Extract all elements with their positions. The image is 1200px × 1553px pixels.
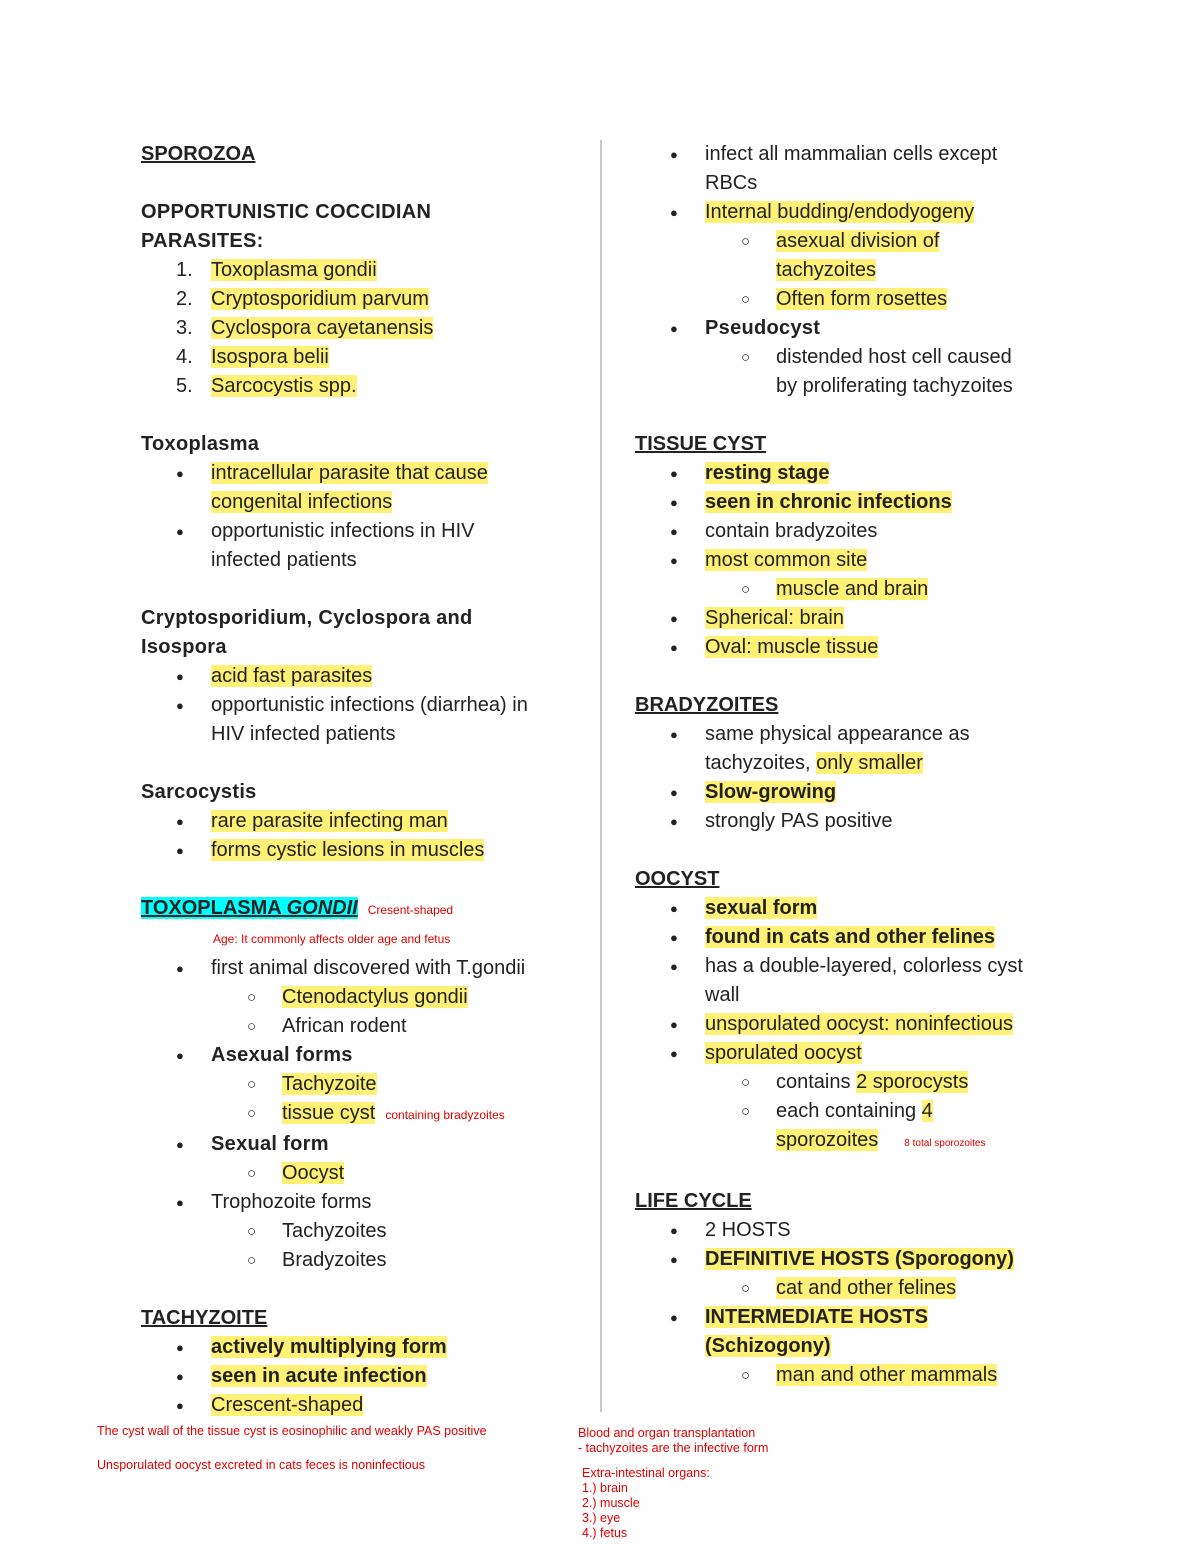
list-item: ● unsporulated oocyst: noninfectious (635, 1010, 1075, 1039)
bradyzoites-heading: BRADYZOITES (635, 694, 779, 716)
life-cycle-heading: LIFE CYCLE (635, 1190, 752, 1212)
list-item: ● Pseudocyst (635, 314, 1075, 343)
bradyzoites-list (635, 720, 1075, 836)
list-item: ● Slow-growing (635, 778, 1075, 807)
opportunistic-heading: OPPORTUNISTIC COCCIDIAN PARASITES: (141, 201, 432, 252)
list-item: ● sporulated oocyst (635, 1039, 1075, 1068)
list-item: 4.) fetus (582, 1526, 628, 1540)
list-item: ● 2 HOSTS (635, 1216, 1075, 1245)
list-item: ● seen in chronic infections (635, 488, 1075, 517)
list-item: ● seen in acute infection (141, 1362, 581, 1391)
opportunistic-list (141, 256, 581, 401)
list-item: 5. Sarcocystis spp. (176, 375, 357, 397)
list-item: 4. Isospora belii (176, 346, 329, 368)
list-item: ● Sexual form (141, 1130, 581, 1159)
tg-heading-text: TOXOPLASMA GONDII (141, 897, 358, 919)
list-subitem: ○ each containing 4 sporozoites 8 total sporozoites (635, 1097, 1075, 1158)
list-item: ● intracellular parasite that cause congenital infections (141, 459, 581, 517)
list-subitem: ○ Tachyzoites (141, 1217, 581, 1246)
right-column (635, 140, 1075, 1390)
list-item: ● infect all mammalian cells except RBCs (635, 140, 1075, 198)
column-divider (600, 140, 602, 1412)
toxoplasma-gondii-heading (141, 894, 581, 925)
list-item: ● actively multiplying form (141, 1333, 581, 1362)
list-subitem: ○ contains 2 sporocysts (635, 1068, 1075, 1097)
age-note: Age: It commonly affects older age and fetus (213, 932, 451, 946)
list-item: 2.) muscle (582, 1496, 640, 1510)
toxoplasma-heading: Toxoplasma (141, 433, 260, 455)
oocyst-list (635, 894, 1075, 1158)
list-item: ● sexual form (635, 894, 1075, 923)
list-subitem: ○ asexual division of tachyzoites (635, 227, 1075, 285)
list-item: ● INTERMEDIATE HOSTS (Schizogony) (635, 1303, 1075, 1361)
list-item: 1.) brain (582, 1481, 628, 1495)
list-item: ● Internal budding/endodyogeny (635, 198, 1075, 227)
footnote-unsporulated: Unsporulated oocyst excreted in cats feces is noninfectious (97, 1458, 425, 1472)
list-item: ● same physical appearance as tachyzoites, only smaller (635, 720, 1075, 778)
list-subitem: ○ tissue cyst containing bradyzoites (141, 1099, 581, 1130)
list-subitem: ○ Often form rosettes (635, 285, 1075, 314)
list-item: ● first animal discovered with T.gondii (141, 954, 581, 983)
list-item: ● Crescent-shaped (141, 1391, 581, 1420)
handwritten-note: 8 total sporozoites (904, 1138, 986, 1149)
list-subitem: ○ Bradyzoites (141, 1246, 581, 1275)
list-item: ● strongly PAS positive (635, 807, 1075, 836)
list-subitem: ○ muscle and brain (635, 575, 1075, 604)
list-item: 2. Cryptosporidium parvum (176, 288, 429, 310)
list-item: ● Trophozoite forms (141, 1188, 581, 1217)
list-item: ● has a double-layered, colorless cyst wall (635, 952, 1075, 1010)
list-subitem: ○ distended host cell caused by proliferating tachyzoites (635, 343, 1075, 401)
left-column (141, 140, 581, 1420)
crypto-list (141, 662, 581, 749)
list-item: 3. Cyclospora cayetanensis (176, 317, 434, 339)
footnote-extra-intestinal: Extra-intestinal organs: 1.) brain 2.) muscle 3.) eye 4.) fetus (582, 1466, 710, 1540)
footnote-cyst-wall: The cyst wall of the tissue cyst is eosinophilic and weakly PAS positive (97, 1424, 487, 1438)
list-subitem: ○ Ctenodactylus gondii (141, 983, 581, 1012)
tachyzoite-list (141, 1333, 581, 1420)
life-cycle-list (635, 1216, 1075, 1390)
list-item: ● contain bradyzoites (635, 517, 1075, 546)
list-item: ● most common site (635, 546, 1075, 575)
list-item: ● Spherical: brain (635, 604, 1075, 633)
tissue-cyst-heading: TISSUE CYST (635, 433, 767, 455)
list-item: ● opportunistic infections (diarrhea) in HIV infected patients (141, 691, 581, 749)
crypto-heading: Cryptosporidium, Cyclospora and Isospora (141, 607, 473, 658)
tissue-cyst-list (635, 459, 1075, 662)
list-item: ● DEFINITIVE HOSTS (Sporogony) (635, 1245, 1075, 1274)
tachyzoite-heading: TACHYZOITE (141, 1307, 268, 1329)
list-subitem: ○ cat and other felines (635, 1274, 1075, 1303)
page-title: SPOROZOA (141, 143, 256, 165)
list-item: ● Oval: muscle tissue (635, 633, 1075, 662)
list-item: 3.) eye (582, 1511, 621, 1525)
list-item: ● found in cats and other felines (635, 923, 1075, 952)
list-item: ● Asexual forms (141, 1041, 581, 1070)
list-item: ● acid fast parasites (141, 662, 581, 691)
tachyzoite-continued-list (635, 140, 1075, 401)
list-item: ● rare parasite infecting man (141, 807, 581, 836)
list-subitem: ○ Oocyst (141, 1159, 581, 1188)
tg-list (141, 954, 581, 1275)
list-subitem: ○ Tachyzoite (141, 1070, 581, 1099)
footnote-transplant: Blood and organ transplantation - tachyzoites are the infective form (578, 1426, 769, 1455)
toxoplasma-list (141, 459, 581, 575)
list-subitem: ○ man and other mammals (635, 1361, 1075, 1390)
oocyst-heading: OOCYST (635, 868, 720, 890)
list-item: 1. Toxoplasma gondii (176, 259, 377, 281)
handwritten-note: Cresent-shaped (367, 903, 454, 917)
list-item: ● resting stage (635, 459, 1075, 488)
sarcocystis-list (141, 807, 581, 865)
list-item: ● forms cystic lesions in muscles (141, 836, 581, 865)
list-subitem: ○ African rodent (141, 1012, 581, 1041)
handwritten-note: containing bradyzoites (385, 1108, 505, 1122)
list-item: ● opportunistic infections in HIV infected patients (141, 517, 581, 575)
sarcocystis-heading: Sarcocystis (141, 781, 257, 803)
